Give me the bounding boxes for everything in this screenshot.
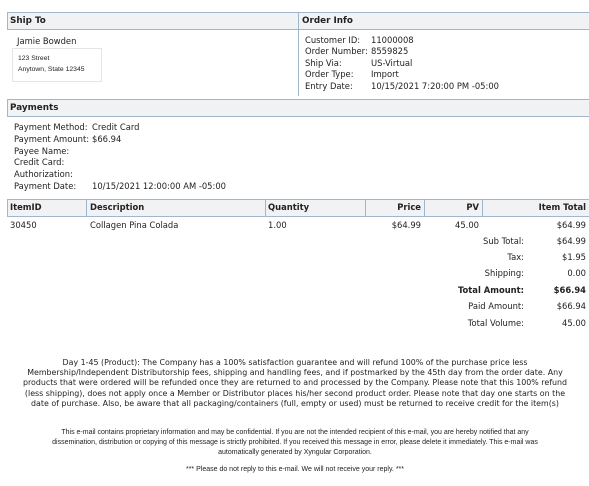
payments-header: Payments xyxy=(7,99,589,117)
customer-id-label: Customer ID: xyxy=(305,35,361,45)
order-type-value: Import xyxy=(371,69,399,79)
payment-amount-label: Payment Amount: xyxy=(14,134,90,144)
col-header-description: Description xyxy=(90,202,145,212)
customer-id-value: 11000008 xyxy=(371,35,414,45)
disclaimer-line: products that were ordered will be refunded once they are returned to and processed by the Company. Please note that this 100% refund xyxy=(22,378,568,388)
col-header-pv: PV xyxy=(466,202,479,212)
ship-to-name: Jamie Bowden xyxy=(17,36,77,46)
total-amount-value: $66.94 xyxy=(553,285,586,295)
paid-amount-value: $66.94 xyxy=(556,301,586,311)
ship-via-label: Ship Via: xyxy=(305,58,342,68)
col-divider-0 xyxy=(7,199,8,217)
entry-date-value: 10/15/2021 7:20:00 PM -05:00 xyxy=(371,81,499,91)
ship-to-city: Anytown, State 12345 xyxy=(18,66,85,73)
row-quantity: 1.00 xyxy=(268,220,287,230)
order-type-label: Order Type: xyxy=(305,69,354,79)
order-info-header: Order Info xyxy=(299,12,589,30)
paid-amount-label: Paid Amount: xyxy=(468,301,524,311)
total-volume-value: 45.00 xyxy=(562,318,586,328)
confidential-line: automatically generated by Xyngular Corporation. xyxy=(218,448,372,456)
row-description: Collagen Pina Colada xyxy=(90,220,179,230)
total-amount-label: Total Amount: xyxy=(457,285,524,295)
header-divider-left xyxy=(7,12,8,30)
refund-disclaimer xyxy=(5,358,585,409)
col-header-item-id: ItemID xyxy=(10,202,42,212)
ship-to-street: 123 Street xyxy=(18,55,50,62)
payment-amount-value: $66.94 xyxy=(92,134,122,144)
sub-total-label: Sub Total: xyxy=(483,236,524,246)
disclaimer-line: Day 1-45 (Product): The Company has a 100% satisfaction guarantee and will refund 100% of the purchase price less xyxy=(62,358,528,367)
payment-date-label: Payment Date: xyxy=(14,181,77,191)
tax-label: Tax: xyxy=(507,252,524,262)
disclaimer-line: date of purchase. Also, be aware that all packaging/containers (full, empty or used) must be returned to receive credit for the item(s) xyxy=(31,398,559,408)
row-item-total: $64.99 xyxy=(556,220,586,230)
row-pv: 45.00 xyxy=(455,220,479,230)
shipping-value: 0.00 xyxy=(567,268,586,278)
header-divider-mid xyxy=(298,12,299,96)
row-price: $64.99 xyxy=(391,220,421,230)
payments-header-left xyxy=(7,99,8,117)
col-header-item-total: Item Total xyxy=(538,202,586,212)
no-reply-notice: *** Please do not reply to this e-mail. We will not receive your reply. *** xyxy=(185,466,404,473)
confidential-line: This e-mail contains proprietary information and may be confidential. If you are not the intended recipient of this e-mail, you are hereby notified that any xyxy=(61,429,529,436)
order-number-value: 8559825 xyxy=(371,46,409,56)
confidentiality-notice xyxy=(5,428,585,457)
shipping-label: Shipping: xyxy=(484,268,524,278)
credit-card-label: Credit Card: xyxy=(14,157,65,167)
ship-via-value: US-Virtual xyxy=(371,58,413,68)
total-volume-label: Total Volume: xyxy=(467,318,524,328)
entry-date-label: Entry Date: xyxy=(305,81,353,91)
confidential-line: dissemination, distribution or copying of this message is strictly prohibited. If you received this message in error, please delete it immediately. This e-mail was xyxy=(52,438,538,446)
payment-method-label: Payment Method: xyxy=(14,122,88,132)
disclaimer-line: Membership/Independent Distributorship fees, shipping and handling fees, and if postmarked by the 45th day from the order date. Any xyxy=(27,368,563,378)
payee-name-label: Payee Name: xyxy=(14,146,70,156)
ship-to-address xyxy=(12,48,102,82)
tax-value: $1.95 xyxy=(562,252,586,262)
col-divider-1 xyxy=(86,199,87,217)
order-number-label: Order Number: xyxy=(305,46,368,56)
payment-method-value: Credit Card xyxy=(92,122,140,132)
row-item-id: 30450 xyxy=(10,220,37,230)
payment-date-value: 10/15/2021 12:00:00 AM -05:00 xyxy=(92,181,226,191)
sub-total-value: $64.99 xyxy=(556,236,586,246)
authorization-label: Authorization: xyxy=(14,169,73,179)
ship-to-header: Ship To xyxy=(7,12,298,30)
col-divider-2 xyxy=(265,199,266,217)
disclaimer-line: (less shipping), does not apply once a Member or Distributor places his/her second product order. Please note that day one starts on the xyxy=(24,388,566,398)
col-header-price: Price xyxy=(397,202,421,212)
col-header-quantity: Quantity xyxy=(268,202,310,212)
